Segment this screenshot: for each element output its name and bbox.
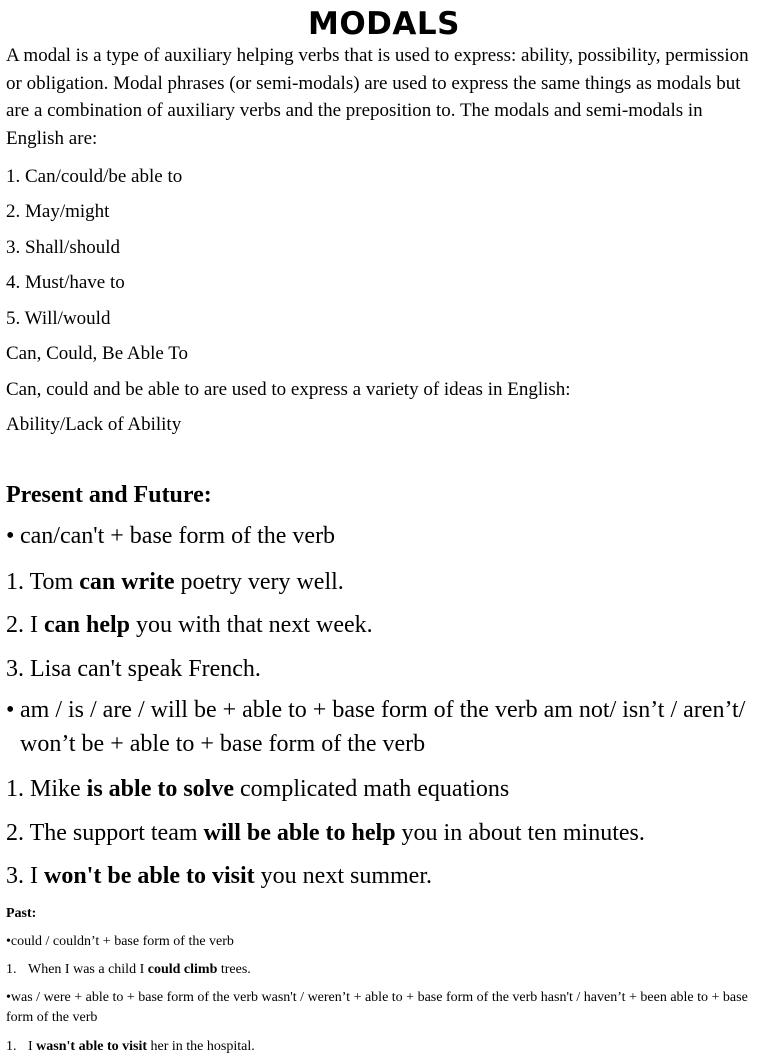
bullet-icon: • [6, 990, 11, 1005]
bullet-item [6, 933, 762, 951]
bullet-icon: • [6, 934, 11, 949]
modal-list-item: 3. Shall/should [6, 236, 121, 258]
section-heading: Past: [6, 906, 37, 921]
intro-paragraph: A modal is a type of auxiliary helping verbs that is used to express: ability, possibility, permission or obligation. Modal phrases (or semi-modals) are used to express the same things as modals but are a combination of auxiliary verbs and the preposition to. The modals and semi-modals in English are: [6, 45, 749, 149]
bullet-item [6, 988, 762, 1028]
present-future-section [0, 480, 768, 891]
modal-list-item: 1. Can/could/be able to [6, 165, 183, 187]
example-sentence: 2. The support team will be able to help you in about ten minutes. [6, 819, 645, 846]
bullet-text: am / is / are / will be + able to + base form of the verb am not/ isn’t / aren’t/ won’t be + able to + base form of the verb [20, 696, 746, 757]
page-title: MODALS [307, 6, 460, 42]
example-sentence: 3. I won't be able to visit you next summer. [6, 863, 432, 889]
example-sentence: 1. When I was a child I could climb trees. [6, 962, 251, 977]
example-sentence: 3. Lisa can't speak French. [6, 655, 261, 682]
bullet-icon: • [6, 523, 15, 549]
past-section [0, 905, 768, 1056]
intro-section [0, 42, 768, 474]
modal-list-item: 5. Will/would [6, 307, 111, 329]
section-heading: Present and Future: [6, 482, 212, 508]
modal-list-item: 4. Must/have to [6, 272, 125, 293]
example-sentence: 1. Mike is able to solve complicated math equations [6, 776, 510, 802]
example-sentence: 2. I can help you with that next week. [6, 612, 373, 638]
bullet-text: could / couldn’t + base form of the verb [10, 934, 234, 949]
bullet-text: was / were + able to + base form of the verb wasn't / weren’t + able to + base form of the verb hasn't / haven’t + been able to + base form of the verb [6, 990, 748, 1025]
bullet-text: can/can't + base form of the verb [20, 523, 336, 549]
bullet-item [6, 519, 762, 553]
description: Can, could and be able to are used to express a variety of ideas in English: [6, 378, 571, 400]
category-label: Ability/Lack of Ability [6, 414, 182, 435]
example-sentence: 1. Tom can write poetry very well. [6, 568, 344, 595]
bullet-item [6, 693, 762, 761]
subheading: Can, Could, Be Able To [6, 343, 188, 364]
modal-list-item: 2. May/might [6, 201, 110, 222]
example-sentence: 1. I wasn't able to visit her in the hospital. [6, 1039, 255, 1054]
bullet-icon: • [6, 696, 15, 723]
